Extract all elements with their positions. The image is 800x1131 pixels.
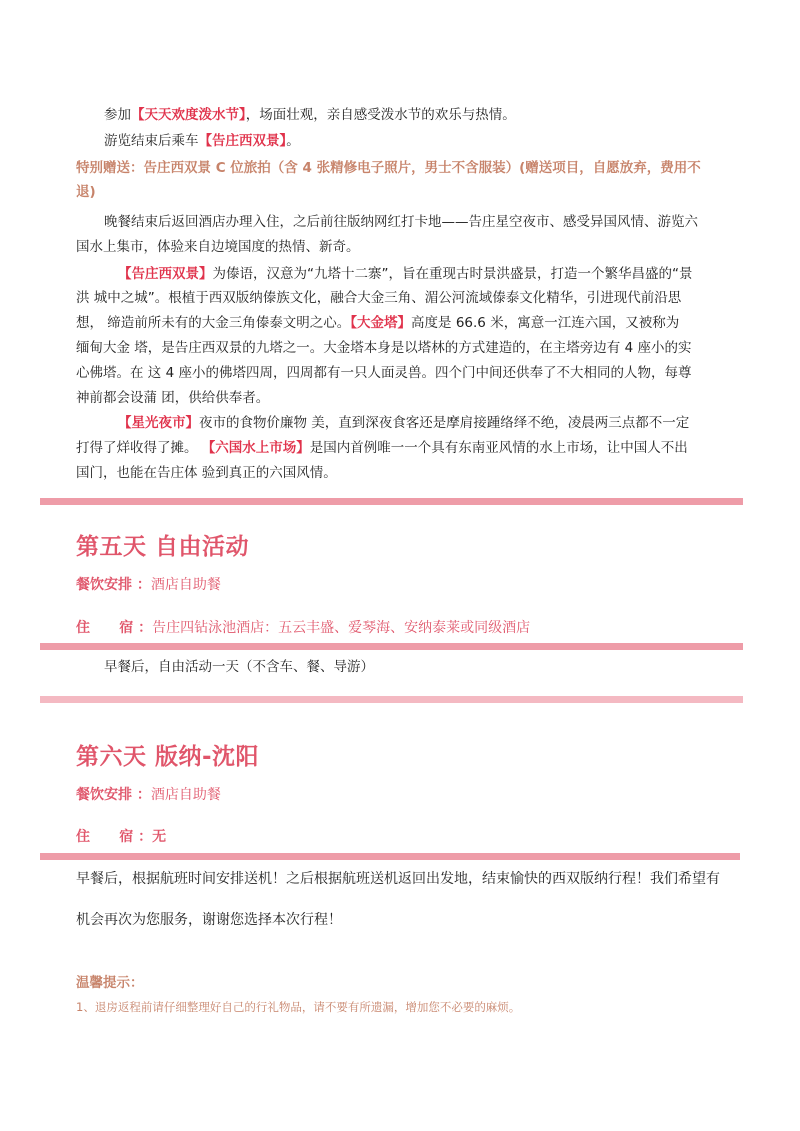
day5-desc: 早餐后，自由活动一天（不含车、餐、导游） [104, 659, 374, 675]
day6-title: 第六天 版纳-沈阳 [76, 744, 260, 770]
water-market-line3: 国门，也能在告庄体 验到真正的六国风情。 [76, 465, 337, 481]
stay-label: 住 宿 ： [76, 620, 153, 636]
text: 。 [286, 133, 300, 149]
golden-pagoda-line5: 心佛塔。在 这 4 座小的佛塔四周，四周都有一只人面灵兽。四个门中间还供奉了不大相同的人物，每尊 [76, 365, 692, 381]
day6-meal-row [76, 784, 221, 804]
text: 高度是 66.6 米，寓意一江连六国，又被称为 [411, 315, 680, 331]
water-festival-line [104, 104, 516, 126]
day5-meal-row [76, 574, 221, 594]
stay-label: 住 宿 ： [76, 829, 153, 845]
gaozhuang-desc-line2: 洪 城中之城”。根植于西双版纳傣族文化，融合大金三角、湄公河流域傣泰文化精华，引进现代前沿思 [76, 290, 682, 306]
meal-label: 餐饮安排 ： [76, 577, 151, 593]
day6-desc-line1: 早餐后，根据航班时间安排送机！之后根据航班送机返回出发地，结束愉快的西双版纳行程！我们希望有 [76, 871, 720, 887]
text: 参加 [104, 107, 131, 123]
text: 打得了烊收得了摊。 [76, 440, 202, 456]
day6-stay-row [76, 826, 166, 846]
evening-line2: 国水上集市，体验来自边境国度的热情、新奇。 [76, 239, 360, 255]
night-market-line2 [76, 437, 688, 459]
special-gift-line1: 特别赠送：告庄西双景 C 位旅拍（含 4 张精修电子照片，男士不含服装）(赠送项目，自愿放弃，费用不 [76, 160, 701, 176]
tips-item-1: 1、退房返程前请仔细整理好自己的行礼物品，请不要有所遗漏，增加您不必要的麻烦。 [76, 1000, 521, 1014]
day5-title: 第五天 自由活动 [76, 534, 250, 560]
section-divider [40, 696, 743, 703]
text: ，场面壮观，亲自感受泼水节的欢乐与热情。 [245, 107, 516, 123]
meal-label: 餐饮安排 ： [76, 787, 151, 803]
evening-line1: 晚餐结束后返回酒店办理入住，之后前往版纳网红打卡地——告庄星空夜市、感受异国风情、游览六 [104, 214, 698, 230]
water-festival-tag: 【天天欢度泼水节】 [131, 107, 246, 123]
day6-desc-line2: 机会再次为您服务，谢谢您选择本次行程！ [76, 912, 342, 928]
water-market-tag: 【六国水上市场】 [201, 440, 310, 456]
night-market-tag: 【星光夜市】 [118, 415, 199, 431]
text: 夜市的食物价廉物 美，直到深夜食客还是摩肩接踵络绎不绝，凌晨两三点都不一定 [199, 415, 690, 431]
stay-value: 无 [152, 829, 167, 845]
gaozhuang-tag: 【告庄西双景】 [198, 133, 287, 149]
special-gift-line2: 退) [76, 184, 96, 200]
gaozhuang-desc-line3 [76, 312, 679, 334]
gaozhuang-tag: 【告庄西双景】 [118, 266, 213, 282]
text: 为傣语，汉意为“九塔十二寨”，旨在重现古时景洪盛景，打造一个繁华昌盛的“景 [212, 266, 693, 282]
text: 是国内首例唯一一个具有东南亚风情的水上市场，让中国人不出 [309, 440, 688, 456]
golden-pagoda-line4: 缅甸大金 塔，是告庄西双景的九塔之一。大金塔本身是以塔林的方式建造的，在主塔旁边有 4 座小的实 [76, 340, 692, 356]
golden-pagoda-line6: 神前都会设蒲 团，供给供奉者。 [76, 390, 270, 406]
text: 想， 缔造前所未有的大金三角傣泰文明之心。 [76, 315, 351, 331]
meal-value: 酒店自助餐 [150, 787, 221, 803]
section-divider [40, 498, 743, 505]
golden-pagoda-tag: 【大金塔】 [350, 315, 412, 331]
day5-stay-row [76, 617, 530, 637]
stay-value: 告庄四钻泳池酒店：五云丰盛、爱琴海、安纳泰莱或同级酒店 [152, 620, 531, 636]
transfer-line [104, 130, 300, 152]
section-divider [40, 643, 743, 650]
text: 游览结束后乘车 [104, 133, 199, 149]
gaozhuang-desc-line1 [118, 263, 692, 285]
night-market-line1 [118, 412, 689, 434]
section-divider [40, 853, 740, 860]
meal-value: 酒店自助餐 [150, 577, 221, 593]
tips-title: 温馨提示： [76, 975, 144, 991]
